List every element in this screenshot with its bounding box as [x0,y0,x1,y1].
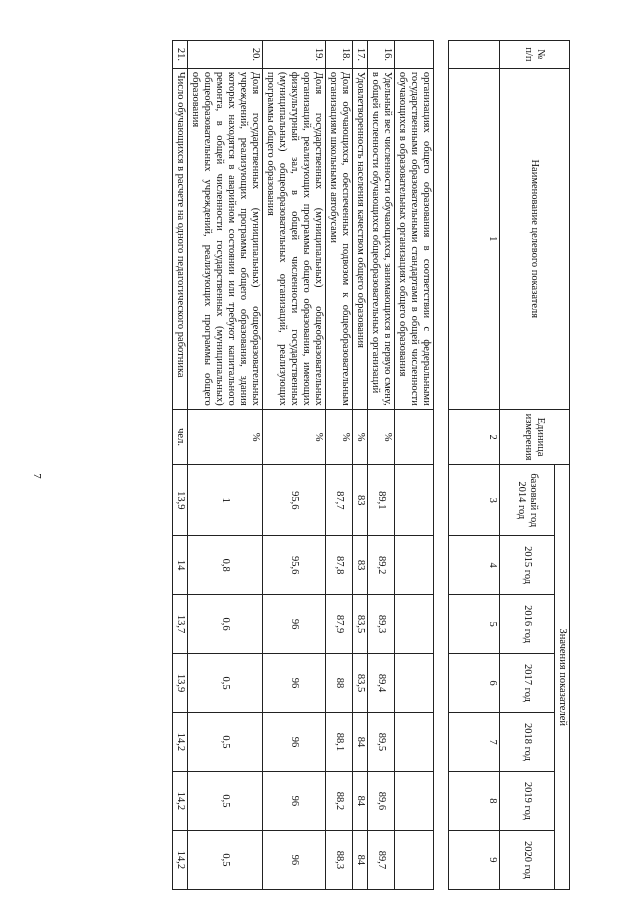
index-cell: 4 [449,536,500,595]
row-unit: % [368,409,395,465]
row-num: 17. [353,41,368,69]
row-value: 95,6 [263,465,326,536]
row-empty-cell [395,595,434,654]
row-value: 0,6 [188,595,263,654]
row-value: 96 [263,712,326,771]
row-value: 84 [353,830,368,889]
table-row [368,41,395,890]
row-value: 14,2 [173,712,188,771]
row-name: организациях общего образования в соответствии с федеральными государственными образовательными стандартами в общей численности обучающихся в образовательных организациях общего образования [395,68,434,409]
row-unit: % [353,409,368,465]
table-row [353,41,368,890]
row-num: 20. [188,41,263,69]
row-name: Доля государственных (муниципальных) общеобразовательных организаций, реализующих программы общего образования, имеющих физкультурный зал, в общей численности государственных (муниципальных) общеобразовательных организаций, реализующих программы общего образования [263,68,326,409]
row-empty-cell [395,654,434,713]
index-cell: 6 [449,654,500,713]
row-num [395,41,434,69]
row-empty-cell [395,465,434,536]
row-value: 88,2 [326,771,353,830]
row-value: 83 [353,465,368,536]
index-cell-num [449,41,500,69]
table-row [395,41,434,890]
table-gap [434,41,449,890]
row-empty-cell [395,409,434,465]
row-value: 83,5 [353,654,368,713]
row-value: 14,2 [173,771,188,830]
row-name: Удовлетворенность населения качеством общего образования [353,68,368,409]
row-value: 95,6 [263,536,326,595]
index-cell: 9 [449,830,500,889]
header-year: базовый год 2014 год [500,465,555,536]
page-number: 7 [30,473,43,479]
row-value: 96 [263,830,326,889]
row-value: 84 [353,771,368,830]
index-cell: 8 [449,771,500,830]
row-empty-cell [395,830,434,889]
row-value: 96 [263,771,326,830]
row-value: 0,5 [188,830,263,889]
row-num: 21. [173,41,188,69]
row-empty-cell [395,771,434,830]
header-year: 2020 год [500,830,555,889]
index-cell: 2 [449,409,500,465]
row-value: 13,9 [173,654,188,713]
row-value: 13,9 [173,465,188,536]
row-value: 96 [263,595,326,654]
row-value: 13,7 [173,595,188,654]
row-value: 0,8 [188,536,263,595]
row-empty-cell [395,712,434,771]
row-value: 0,5 [188,712,263,771]
row-value: 88 [326,654,353,713]
row-name: Число обучающихся в расчете на одного педагогического работника [173,68,188,409]
row-value: 89,1 [368,465,395,536]
table-row [263,41,326,890]
header-unit: Единица измерения [500,409,570,465]
row-unit: % [263,409,326,465]
row-value: 88,3 [326,830,353,889]
row-name: Удельный вес численности обучающихся, занимающихся в первую смену, в общей численности обучающихся общеобразовательных организаций [368,68,395,409]
row-value: 1 [188,465,263,536]
row-empty-cell [395,536,434,595]
row-num: 19. [263,41,326,69]
row-value: 0,5 [188,771,263,830]
row-value: 88,1 [326,712,353,771]
table-row [173,41,188,890]
index-cell: 7 [449,712,500,771]
row-unit: % [326,409,353,465]
table-body [173,41,449,890]
row-value: 89,2 [368,536,395,595]
index-cell: 5 [449,595,500,654]
row-value: 89,3 [368,595,395,654]
header-year: 2016 год [500,595,555,654]
row-name: Доля обучающихся, обеспеченных подвозом к общеобразовательным организациям школьными автобусами [326,68,353,409]
header-values-group: Значения показателей [555,465,570,890]
row-value: 83 [353,536,368,595]
row-value: 0,5 [188,654,263,713]
header-year: 2018 год [500,712,555,771]
header-num: № п/п [500,41,570,69]
row-unit: чел. [173,409,188,465]
row-num: 18. [326,41,353,69]
index-row [449,41,500,890]
row-value: 14,2 [173,830,188,889]
index-cell: 3 [449,465,500,536]
row-value: 87,7 [326,465,353,536]
table-row [188,41,263,890]
header-year: 2017 год [500,654,555,713]
row-value: 83,5 [353,595,368,654]
row-name: Доля государственных (муниципальных) общеобразовательных учреждений, реализующих программы общего образования, здания которых находятся в аварийном состоянии или требуют капитального ремонта, в общей численности государственных (муниципальных) общеобразовательных учреждений, реализующих программы общего образования [188,68,263,409]
row-unit: % [188,409,263,465]
index-cell-name: 1 [449,68,500,409]
row-value: 84 [353,712,368,771]
row-value: 96 [263,654,326,713]
row-value: 14 [173,536,188,595]
row-value: 87,9 [326,595,353,654]
rotated-page [60,40,570,890]
row-num: 16. [368,41,395,69]
header-year: 2019 год [500,771,555,830]
row-value: 89,7 [368,830,395,889]
row-value: 89,5 [368,712,395,771]
row-value: 87,8 [326,536,353,595]
header-year: 2015 год [500,536,555,595]
row-value: 89,4 [368,654,395,713]
indicators-table [172,40,570,890]
row-value: 89,6 [368,771,395,830]
table-row [326,41,353,890]
header-name: Наименование целевого показателя [500,68,570,409]
